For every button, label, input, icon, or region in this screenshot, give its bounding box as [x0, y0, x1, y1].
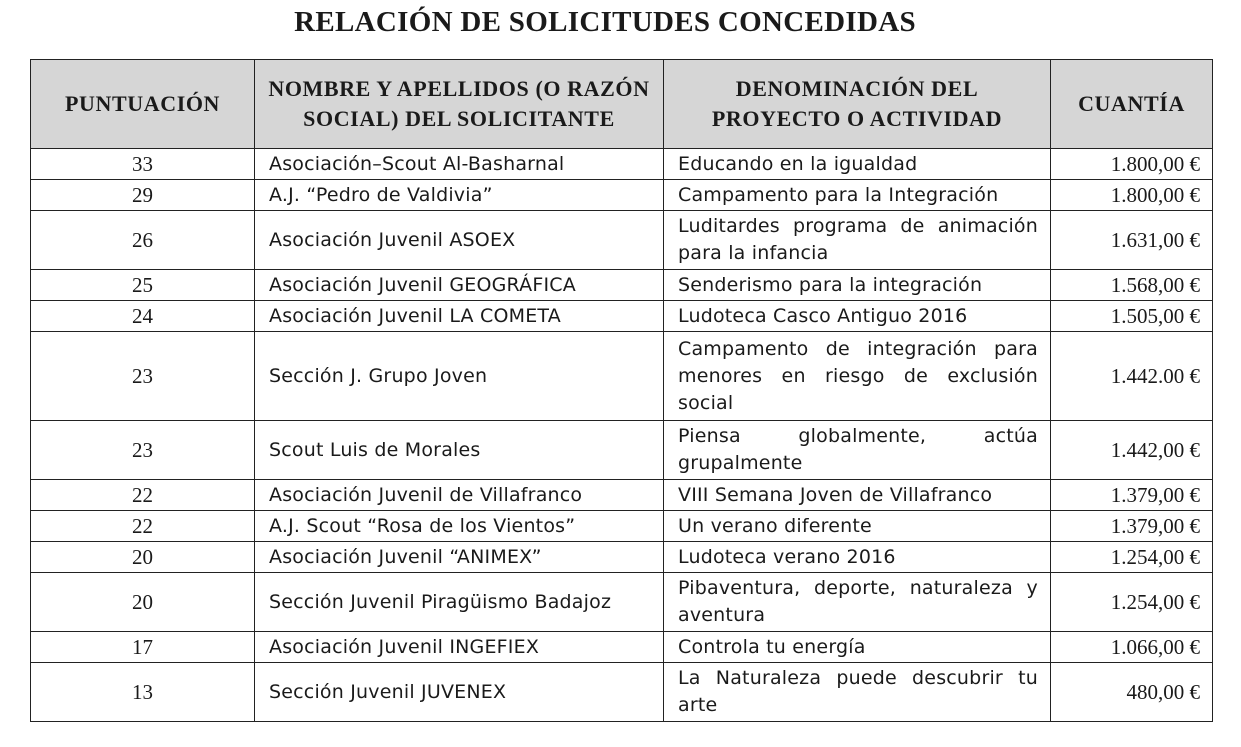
score-cell: 13	[31, 663, 255, 722]
score-cell: 22	[31, 511, 255, 542]
amount-cell: 1.442,00 €	[1051, 421, 1213, 480]
column-header-project: DENOMINACIÓN DEL PROYECTO O ACTIVIDAD	[664, 60, 1051, 149]
score-cell: 23	[31, 421, 255, 480]
applicant-cell: Scout Luis de Morales	[255, 421, 664, 480]
project-cell: Un verano diferente	[664, 511, 1051, 542]
table-row	[31, 332, 1213, 421]
table-row	[31, 180, 1213, 211]
amount-cell: 1.631,00 €	[1051, 211, 1213, 270]
applicant-cell: Asociación Juvenil de Villafranco	[255, 480, 664, 511]
applicant-cell: Sección Juvenil JUVENEX	[255, 663, 664, 722]
project-cell: VIII Semana Joven de Villafranco	[664, 480, 1051, 511]
amount-cell: 1.254,00 €	[1051, 573, 1213, 632]
applicant-cell: Sección Juvenil Piragüismo Badajoz	[255, 573, 664, 632]
amount-cell: 1.800,00 €	[1051, 149, 1213, 180]
column-header-applicant: NOMBRE Y APELLIDOS (O RAZÓN SOCIAL) DEL SOLICITANTE	[255, 60, 664, 149]
score-cell: 29	[31, 180, 255, 211]
table-row	[31, 632, 1213, 663]
amount-cell: 1.505,00 €	[1051, 301, 1213, 332]
applicant-cell: Sección J. Grupo Joven	[255, 332, 664, 421]
table-row	[31, 421, 1213, 480]
table-header-row	[31, 60, 1213, 149]
applicant-cell: Asociación Juvenil GEOGRÁFICA	[255, 270, 664, 301]
applicant-cell: A.J. “Pedro de Valdivia”	[255, 180, 664, 211]
project-cell: Controla tu energía	[664, 632, 1051, 663]
project-cell: Ludoteca verano 2016	[664, 542, 1051, 573]
score-cell: 23	[31, 332, 255, 421]
table-row	[31, 573, 1213, 632]
table-row	[31, 542, 1213, 573]
project-cell: Campamento para la Integración	[664, 180, 1051, 211]
project-cell: Pibaventura, deporte, naturaleza y aventura	[664, 573, 1051, 632]
applicant-cell: Asociación Juvenil “ANIMEX”	[255, 542, 664, 573]
score-cell: 25	[31, 270, 255, 301]
table-row	[31, 211, 1213, 270]
table-row	[31, 301, 1213, 332]
score-cell: 20	[31, 542, 255, 573]
column-header-amount: CUANTÍA	[1051, 60, 1213, 149]
amount-cell: 1.442.00 €	[1051, 332, 1213, 421]
applicant-cell: A.J. Scout “Rosa de los Vientos”	[255, 511, 664, 542]
amount-cell: 1.379,00 €	[1051, 511, 1213, 542]
project-cell: Campamento de integración para menores en riesgo de exclusión social	[664, 332, 1051, 421]
table-row	[31, 149, 1213, 180]
applicant-cell: Asociación–Scout Al-Basharnal	[255, 149, 664, 180]
amount-cell: 480,00 €	[1051, 663, 1213, 722]
project-cell: La Naturaleza puede descubrir tu arte	[664, 663, 1051, 722]
amount-cell: 1.254,00 €	[1051, 542, 1213, 573]
score-cell: 22	[31, 480, 255, 511]
score-cell: 20	[31, 573, 255, 632]
project-cell: Ludoteca Casco Antiguo 2016	[664, 301, 1051, 332]
table-row	[31, 270, 1213, 301]
score-cell: 17	[31, 632, 255, 663]
project-cell: Educando en la igualdad	[664, 149, 1051, 180]
project-cell: Luditardes programa de animación para la infancia	[664, 211, 1051, 270]
column-header-score: PUNTUACIÓN	[31, 60, 255, 149]
amount-cell: 1.379,00 €	[1051, 480, 1213, 511]
table-row	[31, 511, 1213, 542]
score-cell: 26	[31, 211, 255, 270]
amount-cell: 1.568,00 €	[1051, 270, 1213, 301]
amount-cell: 1.800,00 €	[1051, 180, 1213, 211]
grants-table	[30, 59, 1213, 722]
table-row	[31, 663, 1213, 722]
score-cell: 33	[31, 149, 255, 180]
amount-cell: 1.066,00 €	[1051, 632, 1213, 663]
document-title: RELACIÓN DE SOLICITUDES CONCEDIDAS	[294, 6, 916, 38]
applicant-cell: Asociación Juvenil INGEFIEX	[255, 632, 664, 663]
applicant-cell: Asociación Juvenil LA COMETA	[255, 301, 664, 332]
project-cell: Piensa globalmente, actúa grupalmente	[664, 421, 1051, 480]
table-row	[31, 480, 1213, 511]
score-cell: 24	[31, 301, 255, 332]
applicant-cell: Asociación Juvenil ASOEX	[255, 211, 664, 270]
project-cell: Senderismo para la integración	[664, 270, 1051, 301]
